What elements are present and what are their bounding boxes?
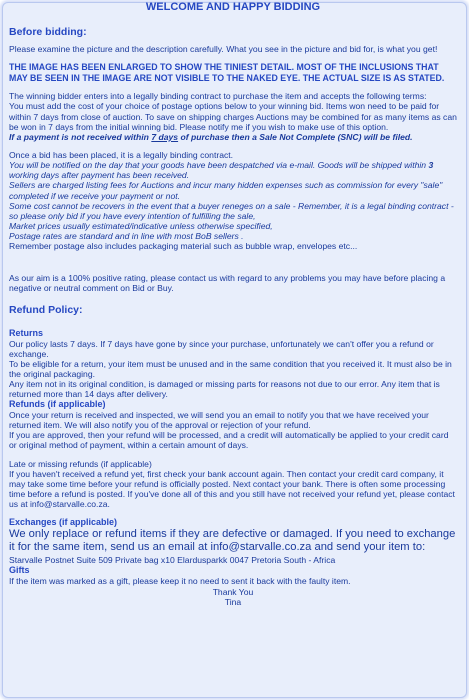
- image-notice: THE IMAGE HAS BEEN ENLARGED TO SHOW THE TINIEST DETAIL. MOST OF THE INCLUSIONS THAT MAY BE SEEN IN THE IMAGE ARE NOT VISIBLE TO THE NAKED EYE. THE ACTUAL SIZE IS AS STATED.: [9, 62, 445, 83]
- snc-text-start: If a payment is not received within: [9, 131, 152, 142]
- refunds-approval: If you are approved, then your refund will be processed, and a credit will automatically be applied to your credit card or original method of payment, within a certain amount of days.: [9, 430, 449, 451]
- shipping-notice: [9, 160, 433, 180]
- payment-terms: You must add the cost of your choice of postage options below to your winning bid. Items won need to be paid for within 7 days from close of auction. To save on shipping charges Auctions may be combined for as many items as can be won in 7 days from the initial winning bid. Please notify me if you wish to make use of this option.: [9, 101, 457, 132]
- returns-section: [9, 328, 457, 451]
- market-price-notice: Market prices usually estimated/indicative unless otherwise specified,: [9, 220, 273, 231]
- refund-policy-heading: Refund Policy:: [9, 303, 83, 316]
- contract-terms: [9, 91, 457, 142]
- sign-off: [9, 587, 457, 607]
- exchanges-title: Exchanges (if applicable): [9, 517, 118, 528]
- returns-policy-length: Our policy lasts 7 days. If 7 days have gone by since your purchase, unfortunately we can't offer you a refund or exchange.: [9, 338, 434, 359]
- returns-title: Returns: [9, 328, 44, 338]
- shipping-days: 3: [428, 160, 434, 171]
- gifts-title: Gifts: [9, 564, 30, 575]
- bid-terms: [9, 150, 457, 251]
- terms-content: [9, 0, 457, 607]
- fees-notice: Sellers are charged listing fees for Auctions and incur many hidden expenses such as commission for every "sale" completed if we receive your payment or not.: [9, 180, 443, 201]
- returns-exclusions: Any item not in its original condition, is damaged or missing parts for reasons not due to our error. Any item that is returned more than 14 days after delivery.: [9, 379, 440, 400]
- thank-you: Thank You: [212, 586, 254, 597]
- snc-days: 7 days: [151, 131, 179, 142]
- late-refunds-text: If you haven't received a refund yet, first check your bank account again. Then contact your credit card company, it may take some time before your refund is officially posted. Next contact your bank. There is often some processing time before a refund is posted. If you've done all of this and you still have not received your refund yet, please contact us at info@starvalle.co.za.: [9, 468, 455, 510]
- late-refunds-title: Late or missing refunds (if applicable): [9, 458, 152, 469]
- exchanges-section: [9, 517, 457, 585]
- snc-text-end: of purchase then a Sale Not Complete (SNC) will be filed.: [178, 131, 413, 142]
- exchanges-text: We only replace or refund items if they are defective or damaged. If you need to exchange it for the same item, send us an email at info@starvalle.co.za and send your item to:: [9, 527, 456, 554]
- rating-paragraph: As our aim is a 100% positive rating, please contact us with regard to any problems you may have before placing a negative or neutral comment on Bid or Buy.: [9, 273, 446, 294]
- return-address: Starvalle Postnet Suite 509 Private bag x10 Elardusparkk 0047 Pretoria South - Africa: [9, 554, 336, 565]
- postage-rates-notice: Postage rates are standard and in line with most BoB sellers .: [9, 231, 244, 242]
- shipping-text-end: working days after payment has been received.: [9, 170, 190, 181]
- shipping-text-start: You will be notified on the day that your goods have been despatched via e-mail. Goods will be shipped within: [9, 160, 429, 171]
- page-title: WELCOME AND HAPPY BIDDING: [145, 1, 321, 13]
- before-bidding-heading: Before bidding:: [9, 25, 87, 38]
- snc-notice: [9, 132, 413, 142]
- renege-notice: Some cost cannot be recovers in the event that a buyer reneges on a sale - Remember, it is a legal binding contract - so please only bid if you have every intention of fulfilling the sale,: [9, 200, 454, 221]
- intro-paragraph: Please examine the picture and the description carefully. What you see in the picture and bid for, is what you get!: [9, 44, 438, 55]
- packaging-notice: Remember postage also includes packaging material such as bubble wrap, envelopes etc...: [9, 241, 358, 252]
- gifts-text: If the item was marked as a gift, please keep it no need to sent it back with the faulty item.: [9, 575, 351, 586]
- bid-binding: Once a bid has been placed, it is a legally binding contract.: [9, 149, 234, 160]
- refunds-inspection: Once your return is received and inspected, we will send you an email to notify you that we have received your returned item. We will also notify you of the approval or rejection of your refund.: [9, 410, 429, 431]
- signature-name: Tina: [224, 596, 242, 607]
- refunds-title: Refunds (if applicable): [9, 399, 106, 410]
- returns-eligibility: To be eligible for a return, your item must be unused and in the same condition that you received it. It must also be in the original packaging.: [9, 358, 452, 380]
- late-refunds-section: [9, 459, 457, 510]
- contract-intro: The winning bidder enters into a legally binding contract to purchase the item and accepts the following terms:: [9, 91, 427, 102]
